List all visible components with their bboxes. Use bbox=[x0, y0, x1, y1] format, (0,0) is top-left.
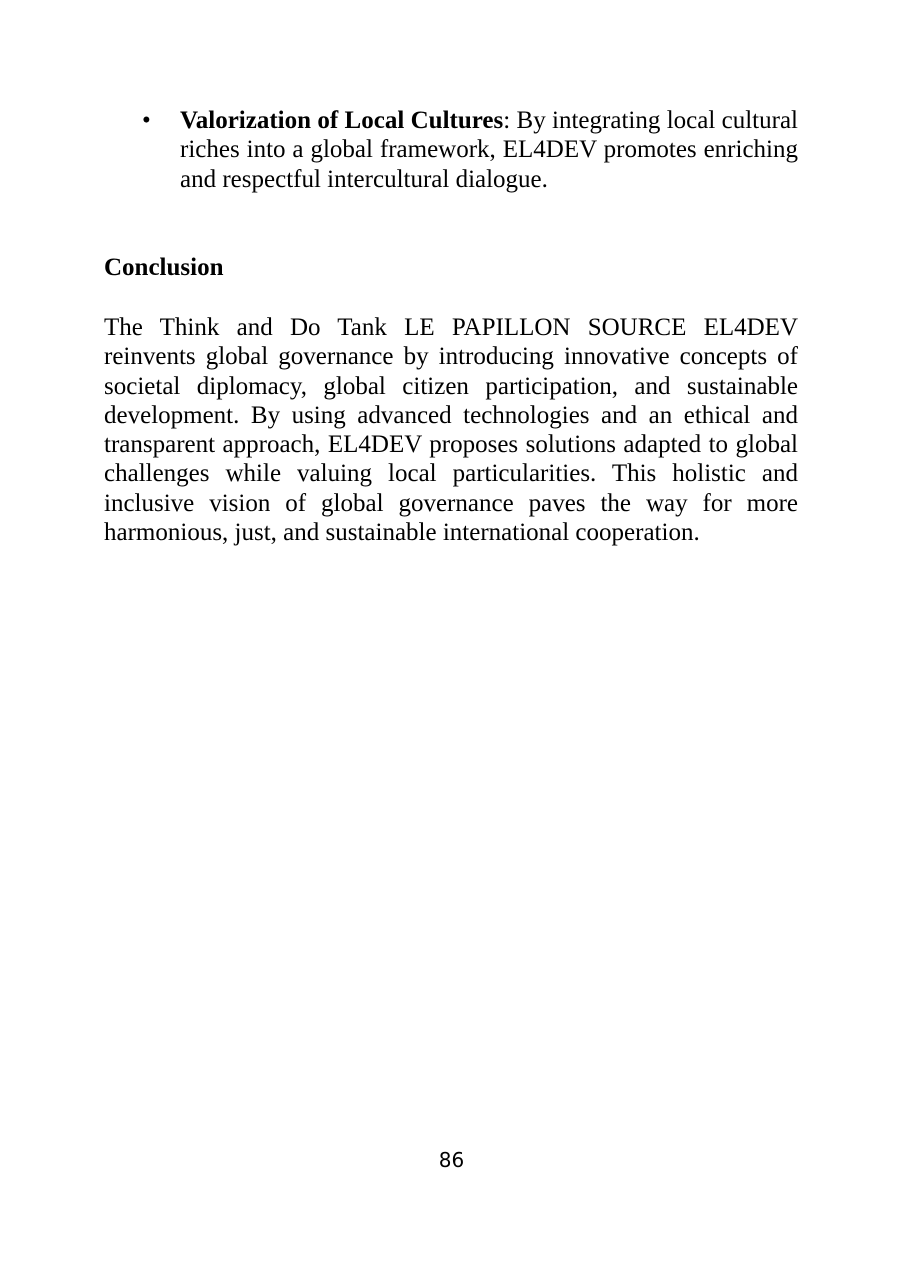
section-heading: Conclusion bbox=[104, 254, 224, 281]
bullet-icon: • bbox=[142, 107, 151, 134]
page-number: 86 bbox=[438, 1148, 465, 1172]
bullet-text: : By integrating local cultural riches into a global framework, EL4DEV promotes enriching and respectful intercultural dialogue. bbox=[180, 107, 798, 193]
bullet-title: Valorization of Local Cultures bbox=[180, 107, 504, 134]
bullet-item bbox=[142, 106, 798, 194]
conclusion-paragraph: The Think and Do Tank LE PAPILLON SOURCE EL4DEV reinvents global governance by introducing innovative concepts of societal diplomacy, global citizen participation, and sustainable development. By using advanced technologies and an ethical and transparent approach, EL4DEV proposes solutions adapted to global challenges while valuing local particularities. This holistic and inclusive vision of global governance paves the way for more harmonious, just, and sustainable international cooperation. bbox=[104, 314, 798, 547]
